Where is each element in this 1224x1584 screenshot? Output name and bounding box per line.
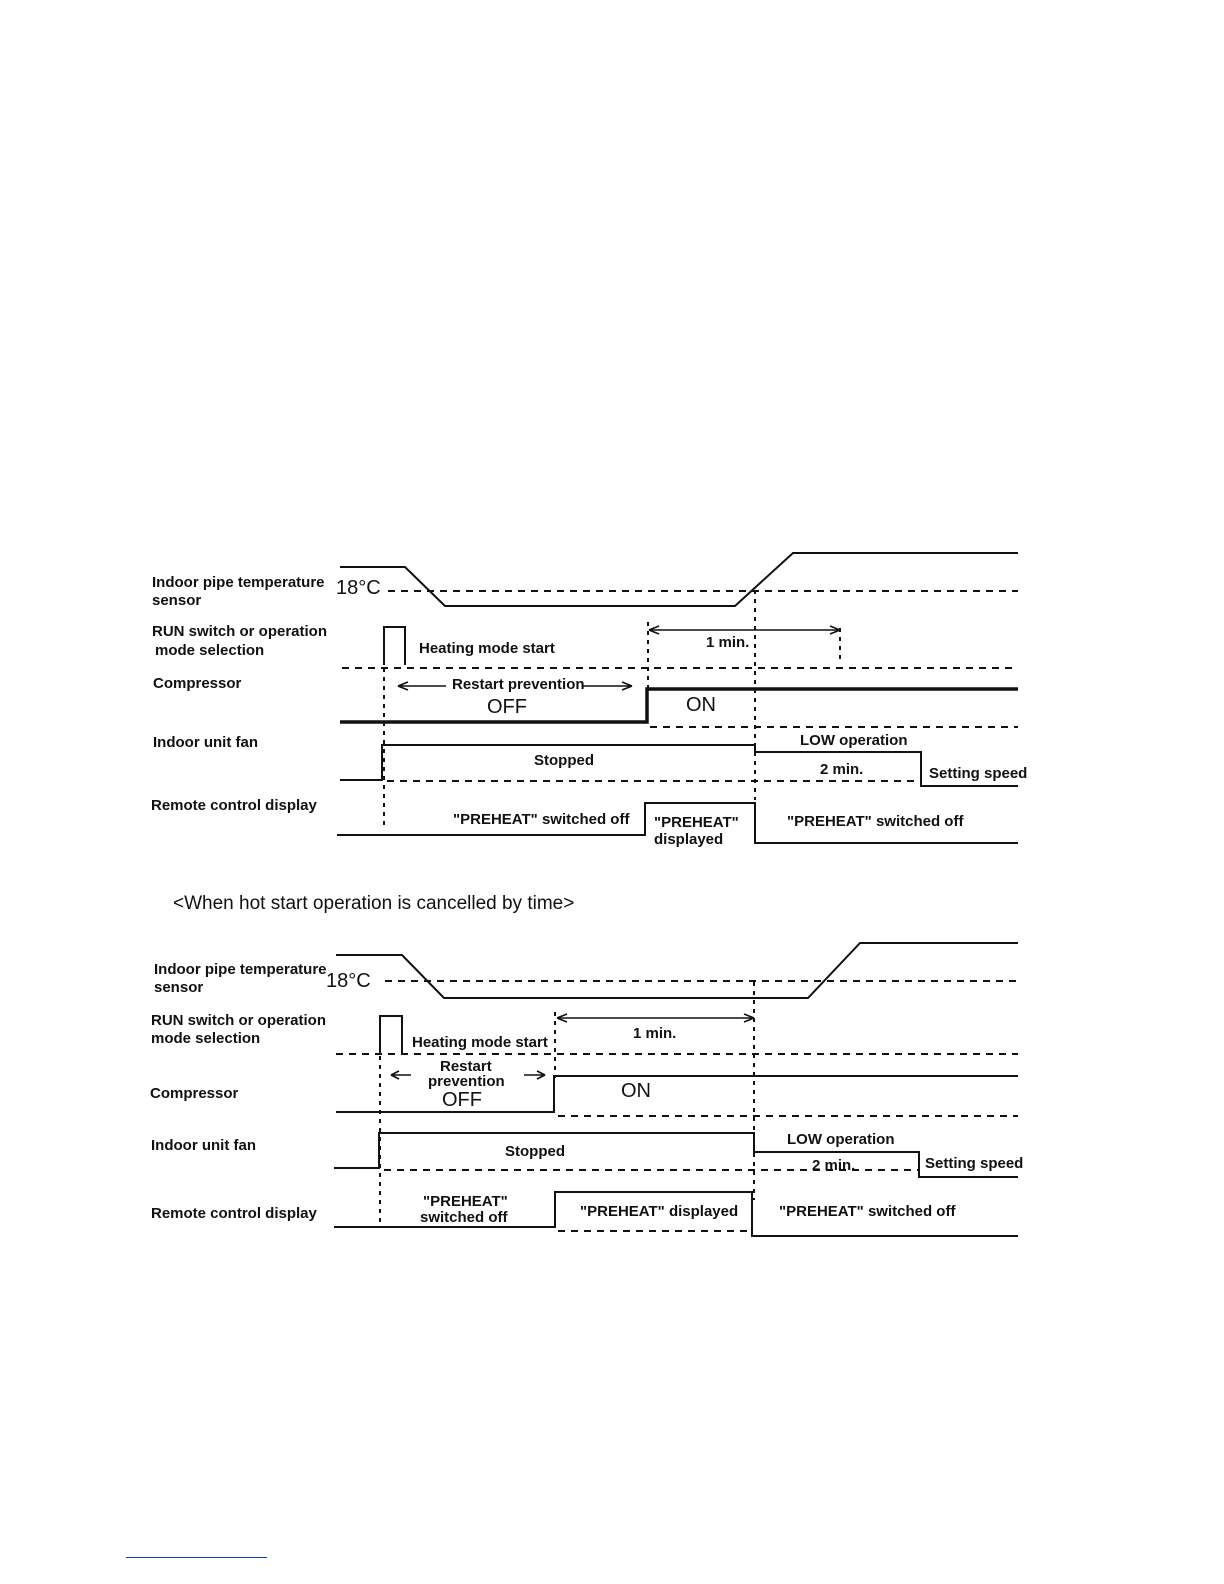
compressor-off-label: OFF (487, 696, 527, 718)
fan-stopped-label: Stopped (534, 752, 594, 769)
preheat-off-line2: switched off (420, 1209, 508, 1226)
setting-speed-label: Setting speed (929, 765, 1028, 782)
preheat-off-label-2: "PREHEAT" switched off (779, 1203, 956, 1220)
preheat-off-label-1: "PREHEAT" switched off (453, 811, 630, 828)
label-run-line1: RUN switch or operation (151, 1012, 327, 1029)
label-sensor-line2: sensor (152, 592, 202, 609)
restart-arrow-left (391, 1071, 411, 1079)
compressor-on-label: ON (621, 1080, 651, 1102)
preheat-off-line1: "PREHEAT" (423, 1193, 508, 1210)
compressor-off-label: OFF (442, 1089, 482, 1111)
diagram-2-caption: <When hot start operation is cancelled by time> (173, 893, 575, 914)
restart-arrow-left (398, 682, 446, 690)
two-min-label: 2 min. (812, 1157, 856, 1174)
one-min-label: 1 min. (633, 1025, 677, 1042)
one-min-label: 1 min. (706, 634, 750, 651)
run-switch-pulse (380, 1016, 402, 1053)
label-remote-display: Remote control display (151, 1205, 317, 1222)
heating-mode-start-label: Heating mode start (412, 1034, 548, 1051)
setting-speed-label: Setting speed (925, 1155, 1024, 1172)
diagram-2 (150, 943, 1023, 1236)
restart-prevention-label: Restart prevention (452, 676, 585, 693)
preheat-displayed-line1: "PREHEAT" (654, 814, 739, 831)
label-remote-display: Remote control display (151, 797, 317, 814)
label-run-line2: mode selection (155, 642, 265, 659)
label-sensor-line1: Indoor pipe temperature (152, 574, 325, 591)
preheat-off-label-2: "PREHEAT" switched off (787, 813, 964, 830)
label-sensor-line2: sensor (154, 979, 204, 996)
label-compressor: Compressor (153, 675, 242, 692)
restart-arrow-right (524, 1071, 545, 1079)
pipe-temperature-curve (340, 553, 1018, 606)
low-operation-label: LOW operation (800, 732, 908, 749)
label-sensor-line1: Indoor pipe temperature (154, 961, 327, 978)
diagram-1 (151, 553, 1027, 848)
compressor-on-label: ON (686, 694, 716, 716)
restart-prevention-line1: Restart (440, 1058, 492, 1075)
preheat-displayed-line2: displayed (654, 831, 724, 848)
temp-threshold-label: 18°C (326, 970, 371, 992)
label-indoor-fan: Indoor unit fan (151, 1137, 256, 1154)
label-run-line2: mode selection (151, 1030, 261, 1047)
fan-stopped-label: Stopped (505, 1143, 565, 1160)
preheat-displayed-label: "PREHEAT" displayed (580, 1203, 739, 1220)
indoor-fan-signal (340, 745, 1018, 786)
heating-mode-start-label: Heating mode start (419, 640, 555, 657)
restart-arrow-right (582, 682, 632, 690)
two-min-label: 2 min. (820, 761, 864, 778)
label-indoor-fan: Indoor unit fan (153, 734, 258, 751)
restart-prevention-line2: prevention (428, 1073, 505, 1090)
compressor-signal (340, 689, 1018, 722)
label-run-line1: RUN switch or operation (152, 623, 328, 640)
run-switch-pulse (384, 627, 405, 665)
label-compressor: Compressor (150, 1085, 239, 1102)
footer-rule (126, 1557, 267, 1558)
pipe-temperature-curve (336, 943, 1018, 998)
low-operation-label: LOW operation (787, 1131, 895, 1148)
temp-threshold-label: 18°C (336, 577, 381, 599)
